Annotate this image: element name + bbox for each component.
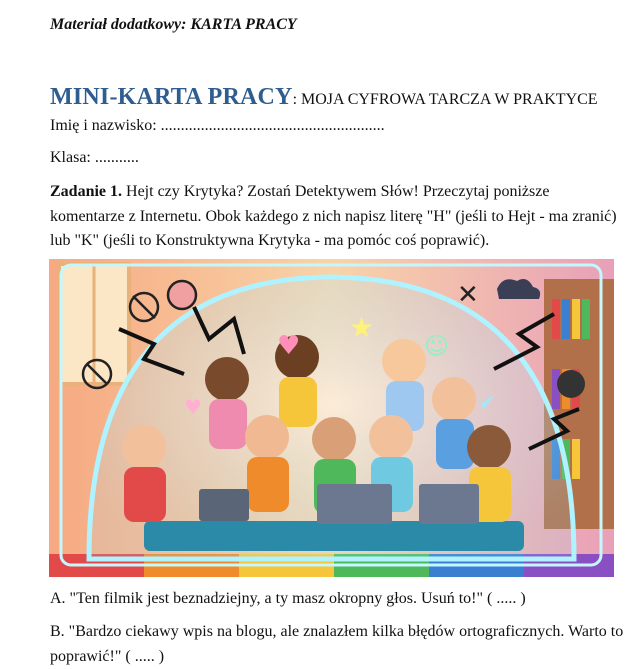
task-1: [50, 180, 620, 254]
thumbs-up-icon: ✔: [479, 390, 496, 414]
name-field: Imię i nazwisko: ........................................................: [50, 117, 385, 134]
task-label: Zadanie 1.: [50, 183, 123, 200]
task-instructions: Hejt czy Krytyka? Zostań Detektywem Słów! Przeczytaj poniższe komentarze z Internetu. Obok każdego z nich napisz literę "H" (jeśli to Hejt - ma zranić) lub "K" (jeśli to Konstruktywna Krytyka - ma pomóc coś poprawić).: [50, 183, 617, 249]
comment-a: A. "Ten filmik jest beznadziejny, a ty masz okropny głos. Usuń to!" ( ..... ): [50, 590, 526, 607]
document-header: Materiał dodatkowy: KARTA PRACY: [50, 16, 297, 33]
heart-icon: ♥: [184, 395, 202, 419]
tablet: [199, 489, 249, 521]
illustration-children-digital-shield: [49, 259, 614, 577]
crossed-out-icon: ✕: [457, 280, 479, 310]
title-main: MINI-KARTA PRACY: [50, 84, 293, 110]
laptop: [419, 484, 479, 524]
class-field: Klasa: ...........: [50, 149, 139, 166]
title-subtitle: : MOJA CYFROWA TARCZA W PRAKTYCE: [292, 91, 598, 108]
comment-b: B. "Bardzo ciekawy wpis na blogu, ale znalazłem kilka błędów ortograficznych. Warto to poprawić!" ( ..... ): [50, 623, 624, 665]
star-icon: ★: [349, 311, 375, 344]
virus-icon: [557, 370, 585, 398]
heart-icon: ♥: [277, 331, 301, 361]
laptop: [317, 484, 392, 524]
smiley-icon: ☺: [424, 332, 450, 360]
worksheet-title: [50, 84, 598, 111]
table: [144, 521, 524, 551]
angry-face-icon: [168, 281, 196, 309]
